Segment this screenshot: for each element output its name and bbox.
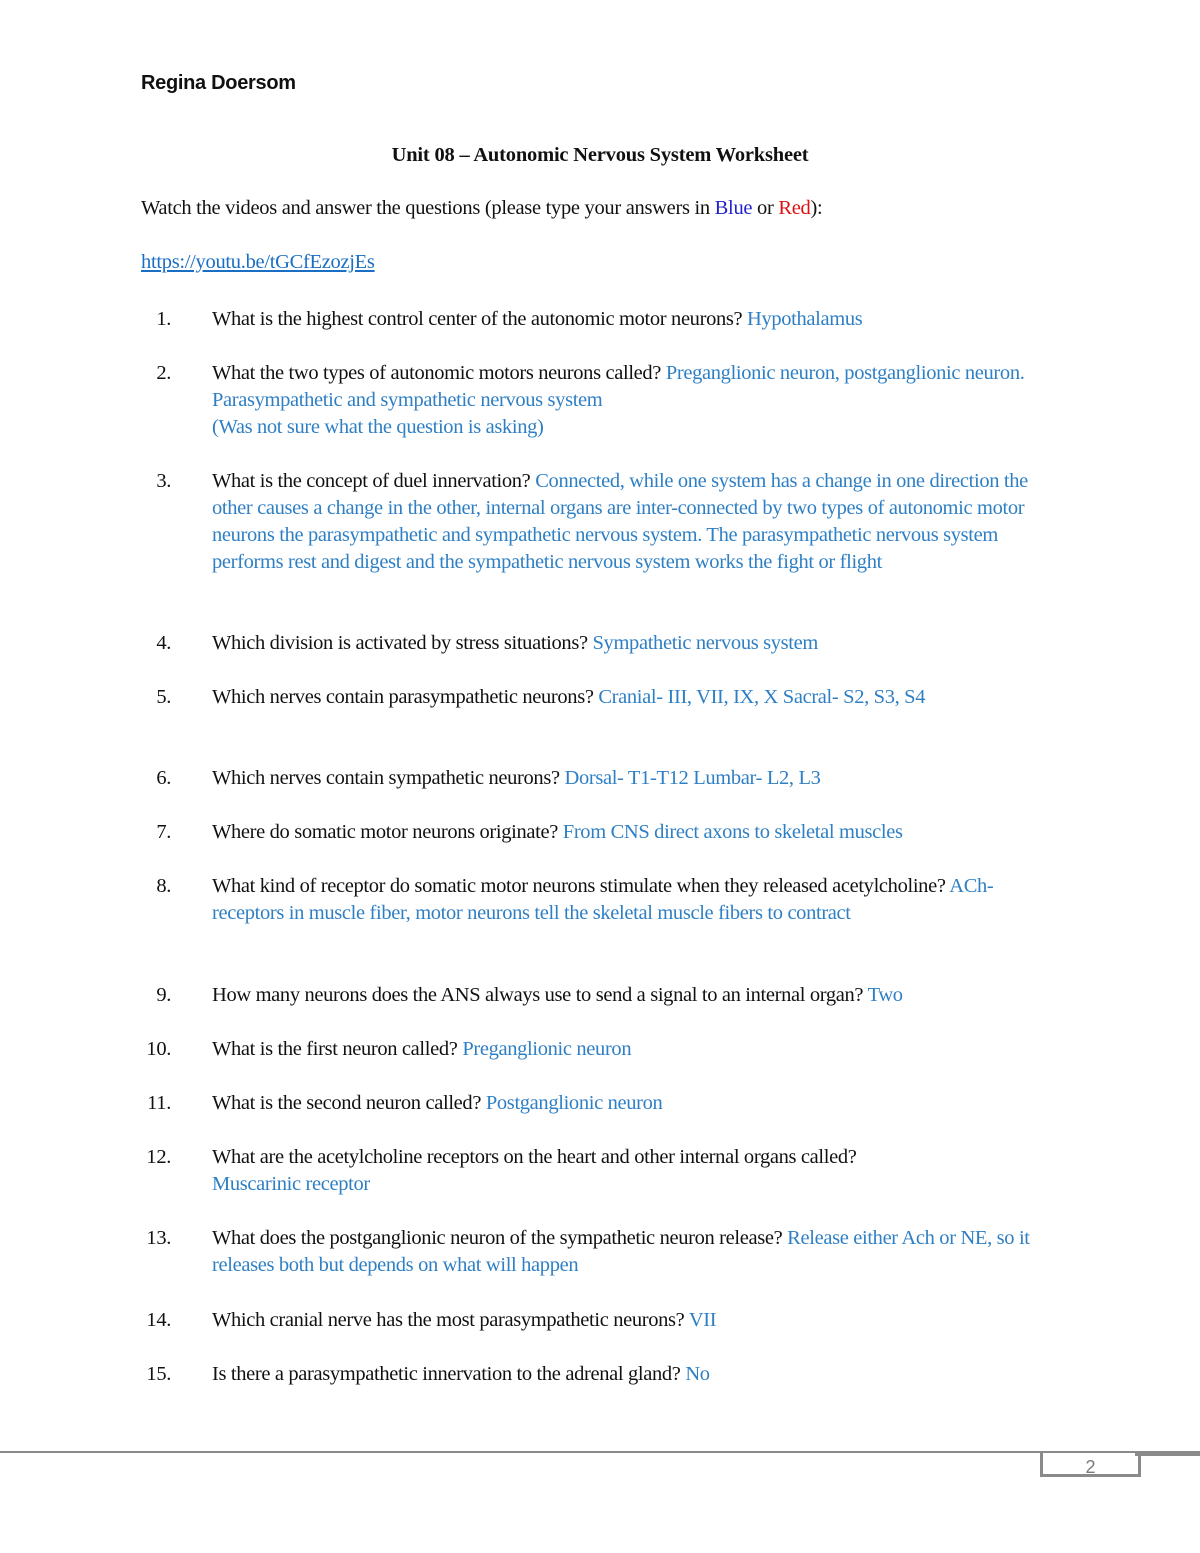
question-number: 14. [146,1309,171,1331]
answer-text: Sympathetic nervous system [592,632,818,654]
question-4 [141,630,1121,657]
answer-text: Release either Ach or NE, so it releases both but depends on what will happen [212,1227,1030,1276]
question-number: 7. [156,821,171,843]
question-number: 1. [156,308,171,330]
question-11 [141,1090,1121,1117]
question-9 [141,982,1121,1009]
instructions [141,197,822,220]
question-text: What are the acetylcholine receptors on the heart and other internal organs called? [212,1146,857,1168]
answer-text: Preganglionic neuron, postganglionic neuron. Parasympathetic and sympathetic nervous system [212,362,1025,411]
footer-divider [0,1451,1200,1453]
question-number: 11. [147,1092,171,1114]
instructions-text-after: ): [810,197,823,219]
instructions-red-word: Red [778,197,811,219]
question-text: Which cranial nerve has the most parasympathetic neurons? [212,1309,685,1331]
question-8 [141,873,1121,927]
answer-text: No [685,1363,710,1385]
question-15 [141,1361,1121,1388]
question-text: Which nerves contain parasympathetic neurons? [212,686,594,708]
question-number: 15. [146,1363,171,1385]
question-10 [141,1036,1121,1063]
question-text: What the two types of autonomic motors neurons called? [212,362,662,384]
answer-text: Hypothalamus [747,308,863,330]
question-3 [141,468,1121,576]
question-number: 4. [156,632,171,654]
question-text: Which nerves contain sympathetic neurons? [212,767,560,789]
answer-text: Connected, while one system has a change in one direction the other causes a change in the other, internal organs are inter-connected by two types of autonomic motor neurons the parasympathetic and sympathetic nervous system. The parasympathetic nervous system performs rest and digest and the sympathetic nervous system works the fight or flight [212,470,1028,573]
question-text: What is the first neuron called? [212,1038,458,1060]
question-14 [141,1307,1121,1334]
question-number: 12. [146,1146,171,1168]
question-text: What kind of receptor do somatic motor neurons stimulate when they released acetylcholine? [212,875,946,897]
question-number: 2. [156,362,171,384]
question-number: 13. [146,1227,171,1249]
question-number: 3. [156,470,171,492]
instructions-text-before: Watch the videos and answer the questions (please type your answers in [141,197,715,219]
question-text: Which division is activated by stress situations? [212,632,588,654]
instructions-text-middle: or [752,197,779,219]
question-6 [141,765,1121,792]
question-number: 5. [156,686,171,708]
question-text: How many neurons does the ANS always use to send a signal to an internal organ? [212,984,864,1006]
question-number: 9. [156,984,171,1006]
question-number: 8. [156,875,171,897]
answer-text: Muscarinic receptor [212,1173,370,1195]
answer-text: Dorsal- T1-T12 Lumbar- L2, L3 [564,767,821,789]
question-text: What is the highest control center of the autonomic motor neurons? [212,308,743,330]
question-number: 10. [146,1038,171,1060]
question-1 [141,306,1121,333]
question-text: What does the postganglionic neuron of the sympathetic neuron release? [212,1227,783,1249]
answer-text: Cranial- III, VII, IX, X Sacral- S2, S3, S4 [598,686,926,708]
footer-divider-right [1135,1453,1200,1456]
instructions-blue-word: Blue [714,197,753,219]
question-text: Where do somatic motor neurons originate? [212,821,558,843]
video-link[interactable]: https://youtu.be/tGCfEzozjEs [141,251,375,273]
answer-note: (Was not sure what the question is asking) [212,416,544,438]
answer-text: VII [688,1309,717,1331]
question-5 [141,684,1121,711]
answer-text: Two [867,984,903,1006]
answer-text: Preganglionic neuron [462,1038,632,1060]
question-number: 6. [156,767,171,789]
author-name: Regina Doersom [141,72,296,94]
question-text: Is there a parasympathetic innervation to the adrenal gland? [212,1363,681,1385]
question-12 [141,1144,1121,1198]
page-number: 2 [1085,1457,1096,1477]
question-2 [141,360,1121,441]
question-text: What is the second neuron called? [212,1092,482,1114]
question-text: What is the concept of duel innervation? [212,470,531,492]
answer-text: ACh-receptors in muscle fiber, motor neurons tell the skeletal muscle fibers to contract [212,875,994,924]
answer-text: From CNS direct axons to skeletal muscles [562,821,903,843]
question-13 [141,1225,1121,1279]
question-7 [141,819,1121,846]
answer-text: Postganglionic neuron [485,1092,663,1114]
worksheet-title: Unit 08 – Autonomic Nervous System Worksheet [391,144,809,166]
